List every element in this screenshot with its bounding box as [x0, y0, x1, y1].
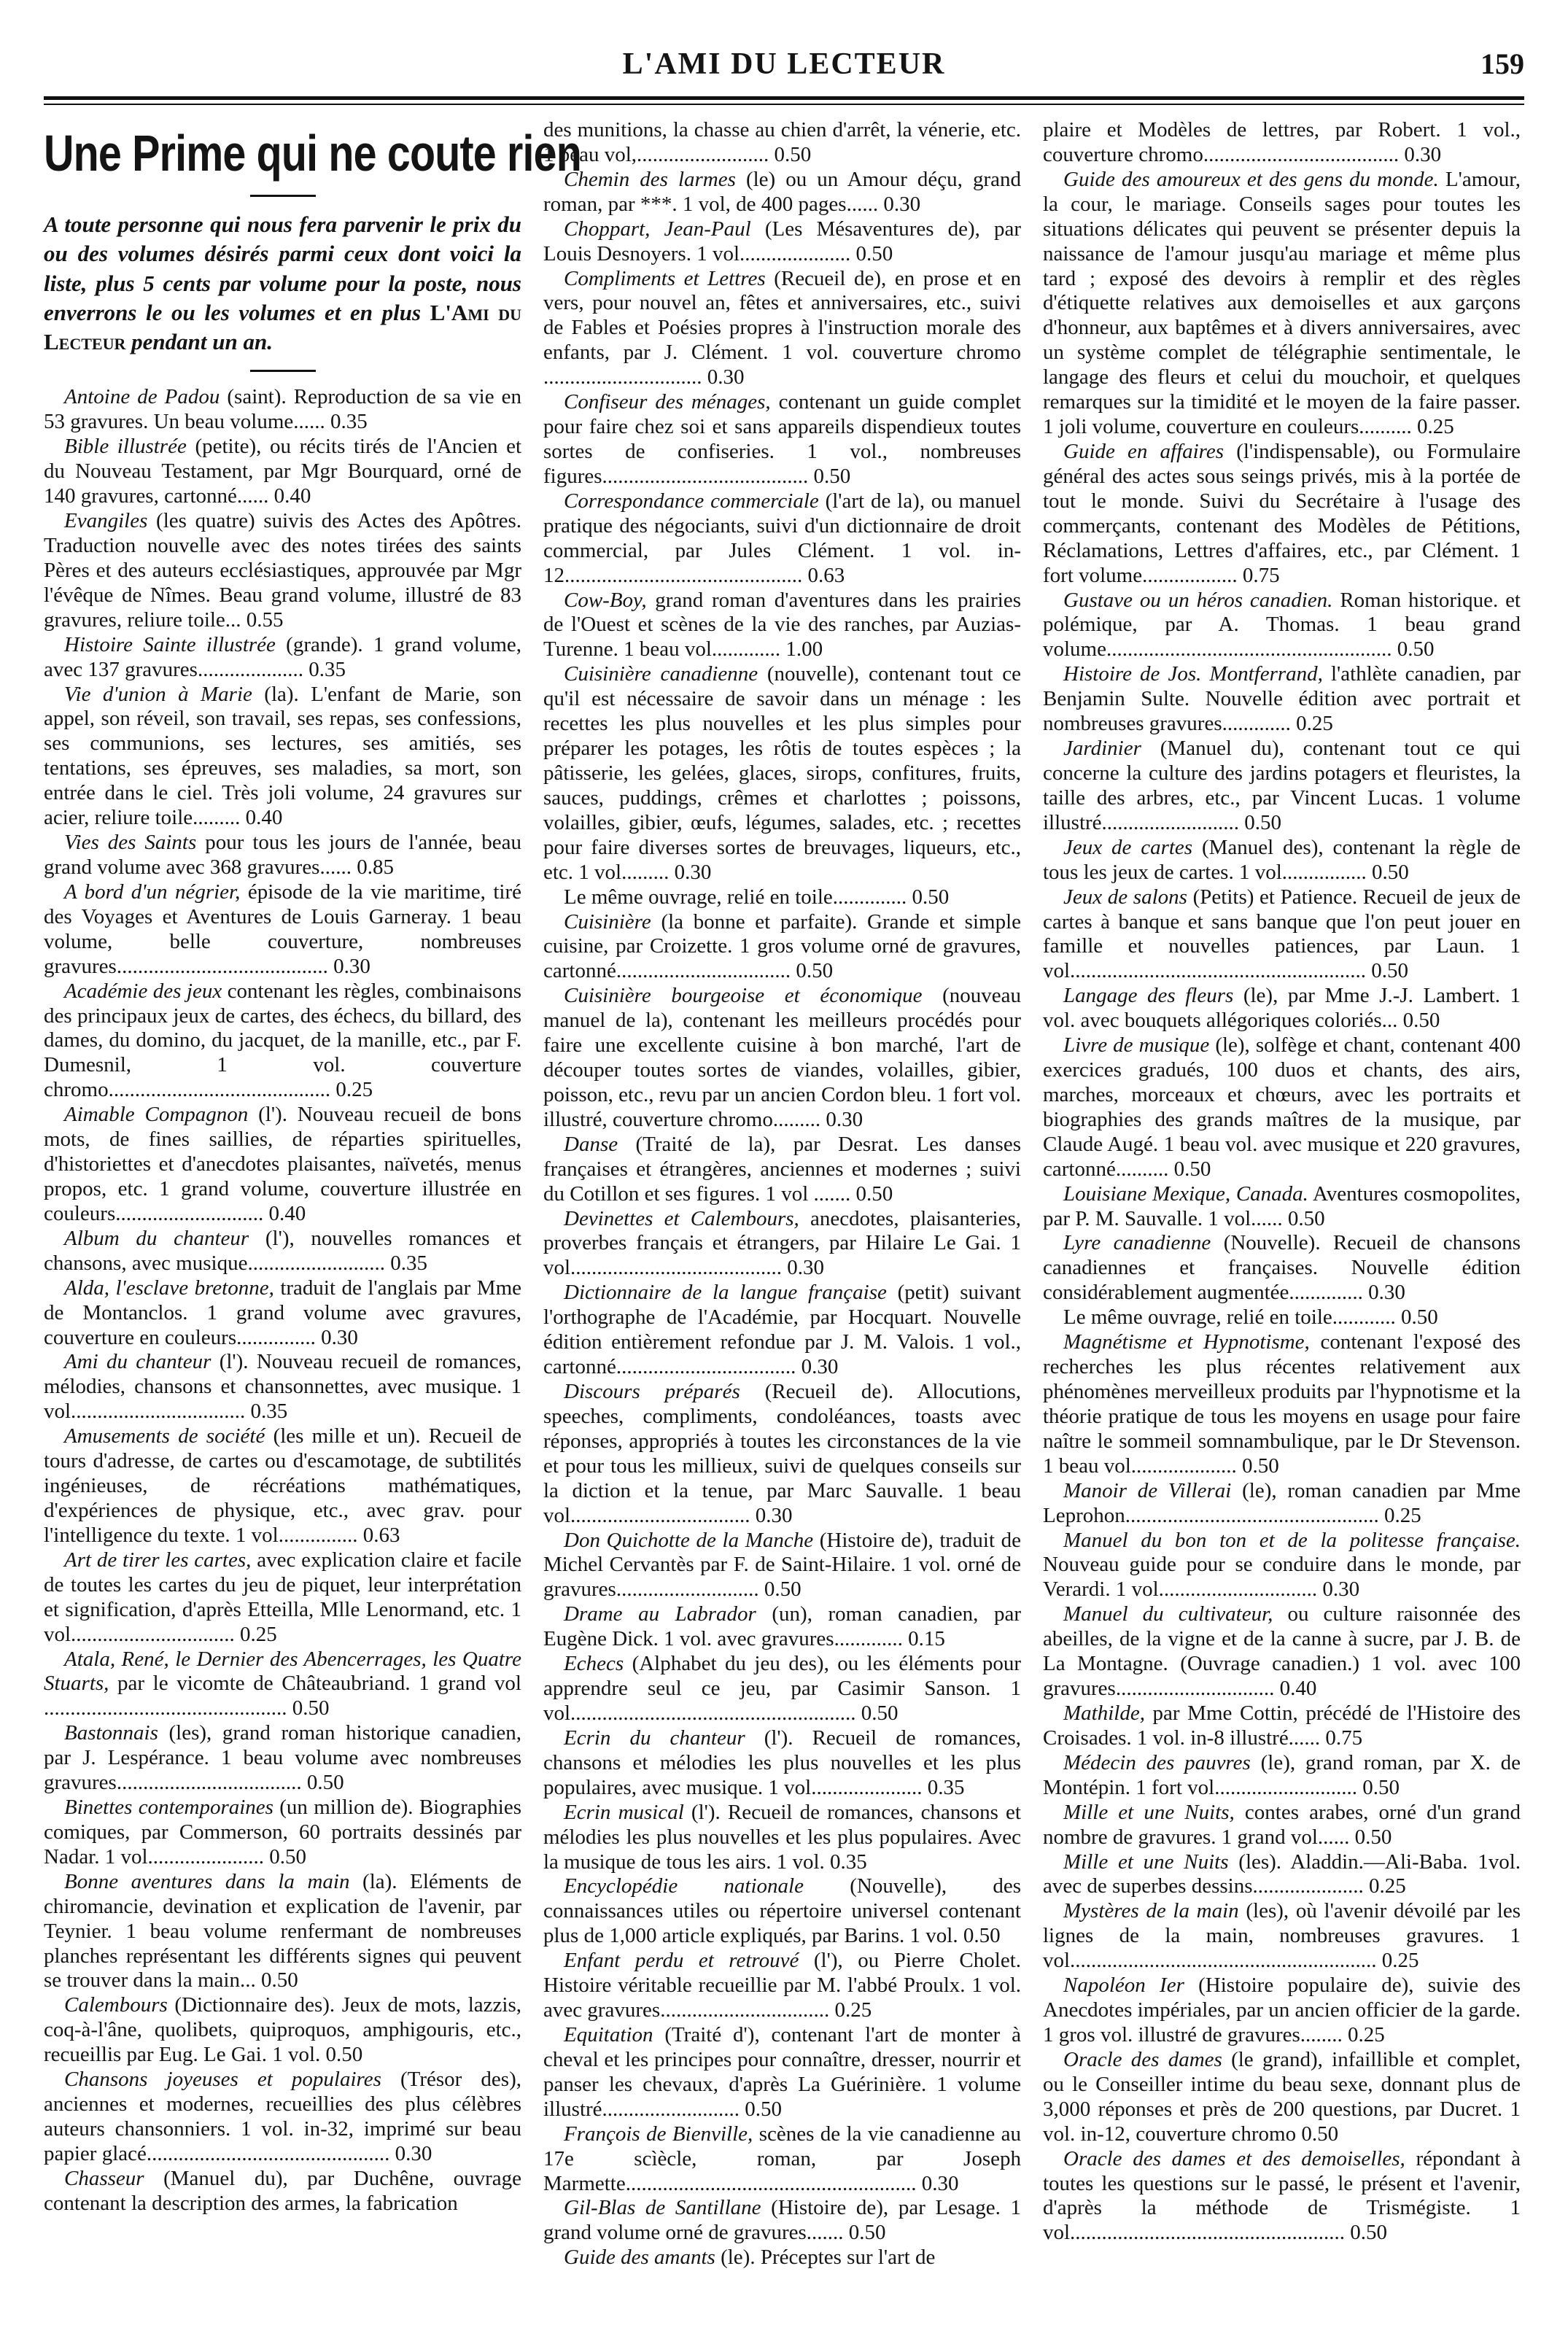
- catalog-entry: [543, 1949, 1021, 2023]
- entry-description: (les), où l'avenir dévoilé par les lignes de la main, nombreuses gravures. 1 vol.......................................................... 0.25: [1043, 1899, 1521, 1973]
- entry-description: (l'). Recueil de romances, chansons et mélodies les plus nouvelles et les plus populaires. Avec la musique de tous les airs. 1 vol. 0.35: [543, 1800, 1021, 1874]
- entry-title: Histoire Sainte illustrée: [64, 632, 276, 656]
- entry-description: (le), roman canadien par Mme Leprohon................................................ 0.25: [1043, 1478, 1521, 1527]
- entry-title: Alda, l'esclave bretonne,: [64, 1276, 274, 1300]
- entry-description: Aventures cosmopolites, par P. M. Sauvalle. 1 vol...... 0.50: [1043, 1181, 1521, 1230]
- entry-description: (le), par Mme J.-J. Lambert. 1 vol. avec bouquets allégoriques coloriés... 0.50: [1043, 984, 1521, 1033]
- catalog-entry: [44, 880, 521, 979]
- entry-description: Le même ouvrage, relié en toile.............. 0.50: [564, 885, 950, 909]
- running-title: L'AMI DU LECTEUR: [622, 47, 946, 81]
- catalog-entry: [1043, 1602, 1521, 1701]
- entry-title: Ecrin du chanteur: [564, 1726, 745, 1750]
- prime-title: Une Prime qui ne coute rien: [44, 125, 581, 182]
- entry-description: (un), roman canadien, par Eugène Dick. 1 vol. avec gravures............. 0.15: [543, 1602, 1021, 1651]
- entry-description: (saint). Reproduction de sa vie en 53 gravures. Un beau volume...... 0.35: [44, 385, 522, 434]
- entry-title: Choppart, Jean-Paul: [564, 217, 751, 241]
- entry-description: (Manuel des), contenant la règle de tous les jeux de cartes. 1 vol................ 0.50: [1043, 835, 1521, 884]
- catalog-entry: [543, 885, 1021, 910]
- entry-description: (le) ou un Amour déçu, grand roman, par ***. 1 vol, de 400 pages...... 0.30: [543, 167, 1021, 216]
- entry-title: Guide en affaires: [1063, 439, 1224, 463]
- entry-description: épisode de la vie maritime, tiré des Voyages et Aventures de Louis Garneray. 1 beau volume, belle couverture, nombreuses gravures........................................ 0.30: [44, 880, 521, 978]
- entry-description: (Petits) et Patience. Recueil de jeux de cartes à banque et sans banque que l'on peut jouer en famille et nouvelles patiences, par Laun. 1 vol........................................................ 0.50: [1043, 885, 1521, 983]
- catalog-entry: [44, 1721, 521, 1796]
- entry-description: contes arabes, orné d'un grand nombre de gravures. 1 grand vol...... 0.50: [1043, 1800, 1521, 1849]
- entry-title: Cow-Boy,: [564, 588, 647, 612]
- entry-title: Evangiles: [64, 509, 148, 533]
- entry-description: (Histoire de), par Lesage. 1 grand volume orné de gravures....... 0.50: [543, 2196, 1021, 2245]
- entry-description: grand roman d'aventures dans les prairies de l'Ouest et scènes de la vie des ranches, par Auzias-Turenne. 1 beau vol............. 1.00: [543, 588, 1021, 661]
- entry-description: (Les Mésaventures de), par Louis Desnoyers. 1 vol..................... 0.50: [543, 217, 1022, 265]
- entry-description: répondant à toutes les questions sur le passé, le présent et l'avenir, d'après la méthode de Trismégiste. 1 vol.................................................... 0.50: [1043, 2146, 1521, 2245]
- catalog-entry: [44, 1227, 521, 1276]
- catalog-entry: [1043, 1850, 1521, 1900]
- catalog-entry: [543, 1281, 1021, 1380]
- entry-title: Médecin des pauvres: [1063, 1750, 1251, 1774]
- header-rule-thin: [44, 104, 1524, 105]
- entry-title: Antoine de Padou: [64, 385, 220, 409]
- short-rule: [250, 195, 316, 197]
- catalog-entry: [543, 168, 1021, 217]
- entry-description: par le vicomte de Châteaubriand. 1 grand vol .............................................. 0.50: [44, 1672, 521, 1720]
- entry-title: Correspondance commerciale: [564, 489, 819, 513]
- catalog-entry: [44, 1103, 521, 1227]
- entry-description: (Traité de la), par Desrat. Les danses françaises et étrangères, anciennes et modernes ; suivi du Cotillon et ses figures. 1 vol ....... 0.50: [543, 1132, 1022, 1206]
- entry-description: Le même ouvrage, relié en toile............ 0.50: [1063, 1305, 1438, 1330]
- entry-description: (l'). Recueil de romances, chansons et mélodies les plus nouvelles et les plus populaires, avec musique. 1 vol..................... 0.35: [543, 1726, 1022, 1799]
- catalog-entry: [44, 1796, 521, 1870]
- entry-title: Cuisinière: [564, 909, 651, 934]
- catalog-entry: [543, 984, 1021, 1133]
- entry-description: (les mille et un). Recueil de tours d'adresse, de cartes ou d'escamotage, de subtilités ingénieuses, de récréations mathématiques, d'expériences de physique, etc., avec grav. pour l'intelligence du texte. 1 vol............... 0.63: [44, 1424, 521, 1547]
- catalog-entry: [1043, 885, 1521, 985]
- catalog-entry: [44, 509, 521, 633]
- entry-title: Gustave ou un héros canadien.: [1063, 588, 1333, 612]
- entry-title: Devinettes et Calembours,: [564, 1206, 799, 1230]
- entry-title: Atala, René, le Dernier des Abencerrages, les Quatre Stuarts,: [44, 1647, 521, 1696]
- page-number: 159: [1480, 47, 1524, 80]
- entry-title: Calembours: [64, 1993, 168, 2017]
- entry-title: Vies des Saints: [64, 831, 197, 855]
- entry-title: Mystères de la main: [1063, 1899, 1239, 1923]
- entry-title: Mathilde,: [1063, 1701, 1145, 1725]
- header-rule: [44, 96, 1524, 100]
- entry-title: Jeux de cartes: [1063, 835, 1193, 859]
- entry-title: Echecs: [564, 1652, 624, 1676]
- catalog-entry: [44, 1870, 521, 1994]
- entry-title: Danse: [564, 1132, 618, 1156]
- catalog-entry: [543, 2023, 1021, 2122]
- catalog-entry: [543, 1207, 1021, 1281]
- entry-title: Bonne aventures dans la main: [64, 1869, 350, 1893]
- entry-description: pour tous les jours de l'année, beau grand volume avec 368 gravures...... 0.85: [44, 831, 521, 879]
- catalog-entry: [44, 683, 521, 831]
- entry-title: Napoléon Ier: [1063, 1974, 1184, 1998]
- entry-title: Aimable Compagnon: [64, 1103, 249, 1127]
- catalog-entry: [1043, 662, 1521, 737]
- catalog-entry: [1043, 168, 1521, 440]
- catalog-entry: [1043, 1033, 1521, 1182]
- catalog-entry: [543, 589, 1021, 663]
- catalog-entry: [1043, 589, 1521, 663]
- entry-description: (l'), ou Pierre Cholet. Histoire véritable recueillie par M. l'abbé Proulx. 1 vol. avec gravures................................ 0.25: [543, 1949, 1021, 2022]
- catalog-entry: [44, 633, 521, 683]
- entry-description: traduit de l'anglais par Mme de Montanclos. 1 grand volume avec gravures, couverture en couleurs............... 0.30: [44, 1276, 521, 1349]
- entry-title: Binettes contemporaines: [64, 1796, 273, 1820]
- catalog-entry: [543, 1529, 1021, 1603]
- entry-title: Guide des amoureux et des gens du monde.: [1063, 167, 1439, 191]
- entry-description: scènes de la vie canadienne au 17e scìècle, roman, par Joseph Marmette....................................................... 0.30: [543, 2122, 1022, 2195]
- catalog-entry: [44, 1276, 521, 1351]
- catalog-entry: [1043, 1479, 1521, 1529]
- catalog-entry: [44, 1424, 521, 1548]
- entry-description: L'amour, la cour, le mariage. Conseils sages pour toutes les situations délicates qui peuvent se présenter depuis la naissance de l'amour jusqu'au mariage et même plus tard ; exposé des devoirs à remplir et des règles d'étiquette relatives aux demoiselles et aux garçons d'honneur, aux baptêmes et à divers anniversaires, avec un système complet de télégraphie sentimentale, le langage des fleurs et celui du mouchoir, et quelques remarques sur la timidité et le moyen de la faire passer. 1 joli volume, couverture en couleurs.......... 0.25: [1043, 167, 1521, 439]
- entry-description: (Histoire de), traduit de Michel Cervantès par F. de Saint-Hilaire. 1 vol. orné de gravures........................... 0.50: [543, 1528, 1022, 1602]
- entry-title: Vie d'union à Marie: [64, 682, 252, 706]
- entry-description: Nouveau guide pour se conduire dans le monde, par Verardi. 1 vol.............................. 0.30: [1043, 1553, 1521, 1602]
- catalog-entry: [1043, 1182, 1521, 1232]
- catalog-entry: [1043, 1751, 1521, 1801]
- entry-title: A bord d'un négrier,: [64, 880, 241, 904]
- entry-title: Amusements de société: [64, 1424, 265, 1448]
- catalog-entry: [1043, 2147, 1521, 2246]
- entry-description: (petite), ou récits tirés de l'Ancien et du Nouveau Testament, par Mgr Bourquard, orné de 140 gravures, cartonné...... 0.40: [44, 435, 521, 508]
- entry-title: François de Bienville,: [564, 2122, 753, 2146]
- entry-title: Don Quichotte de la Manche: [564, 1528, 814, 1552]
- catalog-entry: [543, 267, 1021, 391]
- catalog-entry: [44, 435, 521, 509]
- entry-title: Chansons joyeuses et populaires: [64, 2068, 381, 2092]
- catalog-entry: [1043, 1974, 1521, 2048]
- entry-title: Oracle des dames et des demoiselles,: [1063, 2146, 1405, 2170]
- entry-title: Bastonnais: [64, 1721, 158, 1745]
- catalog-entry: [543, 1874, 1021, 1949]
- catalog-entry: [1043, 836, 1521, 885]
- catalog-entry: [44, 2068, 521, 2167]
- catalog-entry: [543, 1133, 1021, 1207]
- entry-description: (Traité d'), contenant l'art de monter à cheval et les principes pour connaître, dresser, nourrir et panser les chevaux, d'après La Guérinière. 1 volume illustré.......................... 0.50: [543, 2022, 1022, 2121]
- catalog-entry: [1043, 984, 1521, 1033]
- catalog-entry: [1043, 1305, 1521, 1330]
- entry-description: (le grand), infaillible et complet, ou le Conseiller intime du beau sexe, donnant plus de 3,000 réponses et près de 200 questions, par Ducret. 1 vol. in-12, couverture chromo 0.50: [1043, 2047, 1521, 2146]
- entry-title: Dictionnaire de la langue française: [564, 1281, 887, 1305]
- entry-description: Roman historique. et polémique, par A. Thomas. 1 beau grand volume...................................................... 0.50: [1043, 588, 1521, 661]
- entry-title: Magnétisme et Hypnotisme,: [1063, 1330, 1310, 1354]
- catalog-entry: [543, 1652, 1021, 1726]
- column-2: [543, 118, 1021, 2270]
- catalog-entry: [1043, 1701, 1521, 1751]
- entry-description: (le). Préceptes sur l'art de: [721, 2246, 936, 2270]
- entry-title: Guide des amants: [564, 2246, 715, 2270]
- catalog-entry: [543, 489, 1021, 589]
- entry-description: (Recueil de). Allocutions, speeches, compliments, condoléances, toasts avec réponses, appropriés à toutes les circonstances de la vie et pour tous les millieux, suivi de quelques conseils sur la diction et la tenue, par Marc Sauvalle. 1 beau vol.................................. 0.30: [543, 1380, 1021, 1527]
- entry-description: (Manuel du), contenant tout ce qui concerne la culture des jardins potagers et fleuristes, la taille des arbres, etc., par Vincent Lucas. 1 volume illustré.......................... 0.50: [1043, 737, 1521, 834]
- column-1: [44, 118, 581, 2216]
- page-header: [44, 36, 1524, 95]
- entry-title: Enfant perdu et retrouvé: [564, 1949, 799, 1973]
- catalog-entry: [44, 1993, 521, 2068]
- entry-title: Equitation: [564, 2022, 653, 2046]
- entry-title: Discours préparés: [564, 1380, 740, 1404]
- entry-description: contenant les règles, combinaisons des principaux jeux de cartes, des échecs, du billard, des dames, du domino, du jacquet, de la manille, etc., par F. Dumesnil, 1 vol. couverture chromo.......................................... 0.25: [44, 979, 521, 1102]
- catalog-entry: [44, 385, 521, 435]
- prime-intro-text: A toute personne qui nous fera parvenir le prix du ou des volumes désirés parmi ceux dont voici la liste, plus 5 cents par volume pour la poste, nous enverrons le ou les volumes et en plus: [44, 212, 521, 325]
- catalog-entry: [44, 2167, 521, 2216]
- entry-title: Académie des jeux: [64, 979, 222, 1003]
- entry-description: (la). Eléments de chiromancie, devination et explication de l'avenir, par Teynier. 1 beau volume renfermant de nombreuses planches représentant les différents signes qui peuvent se trouver dans la main... 0.50: [44, 1869, 522, 1992]
- entry-title: Gil-Blas de Santillane: [564, 2196, 761, 2220]
- entry-title: Album du chanteur: [64, 1226, 249, 1250]
- entry-continuation: des munitions, la chasse au chien d'arrêt, la vénerie, etc. 1 beau vol,......................... 0.50: [543, 118, 1021, 166]
- entry-description: (la). L'enfant de Marie, son appel, son réveil, son travail, ses repas, ses confessions, ses communions, ses lectures, ses amitiés, ses tentations, ses épreuves, ses maladies, sa mort, son entrée dans le ciel. Très joli volume, 24 gravures sur acier, reliure toile......... 0.40: [44, 682, 522, 830]
- entry-description: par Mme Cottin, précédé de l'Histoire des Croisades. 1 vol. in-8 illustré...... 0.75: [1043, 1701, 1521, 1750]
- catalog-entry: [543, 1602, 1021, 1652]
- catalog-entry: [44, 1350, 521, 1424]
- catalog-entry: [1043, 1529, 1521, 1603]
- catalog-entry: [543, 1726, 1021, 1801]
- catalog-entry: [1043, 440, 1521, 589]
- catalog-entry: [543, 2196, 1021, 2246]
- entry-title: Jardinier: [1063, 737, 1141, 761]
- catalog-entry: [543, 1801, 1021, 1875]
- entry-description: (nouveau manuel de la), contenant les meilleurs procédés pour faire une excellente cuisine à bon marché, l'art de découper toutes sortes de viandes, volailles, gibier, poisson, etc., revu par un ancien Cordon bleu. 1 fort vol. illustré, couverture chromo......... 0.30: [543, 984, 1021, 1131]
- entry-title: Louisiane Mexique, Canada.: [1063, 1181, 1308, 1206]
- entry-description: (l'). Nouveau recueil de bons mots, de fines saillies, de réparties spirituelles, d'historiettes et d'anecdotes plaisantes, naïvetés, menus propos, etc. 1 grand volume, couverture illustrée en couleurs............................ 0.40: [44, 1103, 522, 1225]
- entry-description: (grande). 1 grand volume, avec 137 gravures.................... 0.35: [44, 632, 522, 681]
- catalog-entry: [543, 390, 1021, 489]
- entry-description: ou culture raisonnée des abeilles, de la vigne et de la canne à sucre, par J. B. de La Montagne. (Ouvrage canadien.) 1 vol. avec 100 gravures.............................. 0.40: [1043, 1602, 1521, 1701]
- entry-title: Livre de musique: [1063, 1033, 1210, 1058]
- catalog-entry: [1043, 1801, 1521, 1850]
- prime-intro-journal: L'Ami du Lecteur: [44, 299, 522, 355]
- short-rule: [250, 370, 316, 372]
- entry-description: (l'indispensable), ou Formulaire général des actes sous seings privés, mis à la portée de tout le monde. Suivi du Secrétaire à l'usage des commerçants, contenant des Modèles de Pétitions, Réclamations, Lettres d'affaires, etc., par Clément. 1 fort volume.................. 0.75: [1043, 439, 1521, 587]
- catalog-entry: [1043, 1330, 1521, 1479]
- catalog-entry: [44, 1548, 521, 1648]
- entry-description: (Nouvelle), des connaissances utiles ou répertoire universel contenant plus de 1,000 article expliqués, par Barins. 1 vol. 0.50: [543, 1874, 1022, 1948]
- catalog-entry: [44, 1648, 521, 1722]
- catalog-entry: [543, 1380, 1021, 1529]
- entry-description: (Recueil de), en prose et en vers, pour nouvel an, fêtes et anniversaires, etc., suivi de Fables et Poésies propres à l'instruction morale des enfants, par J. Clément. 1 vol. couverture chromo .............................. 0.30: [543, 266, 1022, 389]
- catalog-entry: [1043, 737, 1521, 836]
- prime-intro: [44, 210, 521, 357]
- entry-title: Langage des fleurs: [1063, 984, 1234, 1008]
- catalog-entry: [543, 910, 1021, 985]
- entry-description: avec explication claire et facile de toutes les cartes du jeu de piquet, leur interprétation et signification, d'après Etteilla, Mlle Lenormand, etc. 1 vol............................... 0.25: [44, 1548, 522, 1646]
- entry-title: Manuel du bon ton et de la politesse française.: [1063, 1528, 1521, 1552]
- entry-description: (l'). Nouveau recueil de romances, mélodies, chansons et chansonnettes, avec musique. 1 vol................................. 0.35: [44, 1350, 522, 1424]
- catalog-entry: [543, 2122, 1021, 2197]
- catalog-entry: [44, 979, 521, 1103]
- catalog-entry: [1043, 1231, 1521, 1305]
- entry-description: (les). Aladdin.—Ali-Baba. 1vol. avec de superbes dessins..................... 0.25: [1043, 1850, 1521, 1898]
- entry-title: Manoir de Villerai: [1063, 1478, 1232, 1502]
- entry-title: Ecrin musical: [564, 1800, 684, 1824]
- entry-description: (Manuel du), par Duchêne, ouvrage contenant la description des armes, la fabrication: [44, 2166, 522, 2215]
- entry-title: Mille et une Nuits,: [1063, 1800, 1235, 1824]
- entry-title: Chasseur: [64, 2166, 144, 2190]
- entry-description: (Histoire populaire de), suivie des Anecdotes impériales, par un ancien officier de la garde. 1 gros vol. illustré de gravures........ 0.25: [1043, 1974, 1521, 2046]
- entry-description: (Nouvelle). Recueil de chansons canadiennes et françaises. Nouvelle édition considérablement augmentée.............. 0.30: [1043, 1231, 1521, 1305]
- catalog-entry: [543, 2246, 1021, 2270]
- column-3: [1043, 118, 1521, 2246]
- entry-description: contenant l'exposé des recherches les plus récentes relativement aux phénomènes merveilleux produits par l'hypnotisme et la théorie pratique de tous les moyens en usage pour faire naître le sommeil somnambulique, par le Dr Stevenson. 1 beau vol.................... 0.50: [1043, 1330, 1521, 1478]
- entry-title: Lyre canadienne: [1063, 1231, 1211, 1255]
- entry-title: Jeux de salons: [1063, 885, 1187, 909]
- entry-description: (le), solfège et chant, contenant 400 exercices gradués, 100 duos et chants, des airs, marches, morceaux et chœurs, avec les portraits et biographies des grands maîtres de la musique, par Claude Augé. 1 beau vol. avec musique et 220 gravures, cartonné.......... 0.50: [1043, 1033, 1521, 1181]
- entry-title: Compliments et Lettres: [564, 266, 766, 290]
- entry-title: Drame au Labrador: [564, 1602, 756, 1626]
- entry-description: contenant un guide complet pour faire chez soi et sans appareils dispendieux toutes sortes de confiseries. 1 vol., nombreuses figures....................................... 0.50: [543, 390, 1022, 488]
- entry-title: Confiseur des ménages,: [564, 390, 771, 414]
- entry-continuation: plaire et Modèles de lettres, par Robert. 1 vol., couverture chromo..................................... 0.30: [1043, 118, 1521, 166]
- entry-description: (nouvelle), contenant tout ce qu'il est nécessaire de savoir dans un ménage : les recettes les plus nouvelles et les plus simples pour préparer les potages, les rôtis de toutes espèces ; la pâtisserie, les gelées, glaces, sirops, confitures, fruits, sauces, puddings, crêmes et charlottes ; poissons, volailles, gibier, œufs, légumes, salades, etc. ; recettes pour faire diverses sortes de breuvages, liqueurs, etc., etc. 1 vol......... 0.30: [543, 662, 1021, 884]
- entry-description: (Dictionnaire des). Jeux de mots, lazzis, coq-à-l'âne, quolibets, quiproquos, amphigouris, etc., recueillis par Eug. Le Gai. 1 vol. 0.50: [44, 1993, 522, 2067]
- entry-title: Manuel du cultivateur,: [1063, 1602, 1273, 1626]
- entry-description: (petit) suivant l'orthographe de l'Académie, par Hocquart. Nouvelle édition entièrement refondue par J. M. Valois. 1 vol., cartonné.................................. 0.30: [543, 1281, 1021, 1379]
- catalog-entry: [543, 662, 1021, 885]
- entry-description: (les quatre) suivis des Actes des Apôtres. Traduction nouvelle avec des notes tirées des saints Pères et des auteurs ecclésiastiques, approuvée par Mgr l'évêque de Nîmes. Beau grand volume, illustré de 83 gravures, reliure toile... 0.55: [44, 509, 521, 632]
- entry-title: Ami du chanteur: [64, 1350, 211, 1374]
- entry-description: (la bonne et parfaite). Grande et simple cuisine, par Croizette. 1 gros volume orné de gravures, cartonné................................. 0.50: [543, 909, 1022, 983]
- entry-title: Mille et une Nuits: [1063, 1850, 1229, 1874]
- entry-description: (le), grand roman, par X. de Montépin. 1 fort vol........................... 0.50: [1043, 1750, 1521, 1799]
- entry-title: Bible illustrée: [64, 435, 187, 459]
- entry-description: (l'art de la), ou manuel pratique des négociants, suivi d'un dictionnaire de droit commercial, par Jules Clément. 1 vol. in-12............................................. 0.63: [543, 489, 1021, 587]
- entry-title: Encyclopédie nationale: [564, 1874, 804, 1898]
- prime-intro-tail: pendant un an.: [131, 329, 273, 355]
- entry-description: (l'), nouvelles romances et chansons, avec musique.......................... 0.35: [44, 1226, 521, 1275]
- entry-title: Chemin des larmes: [564, 167, 736, 191]
- entry-description: (Alphabet du jeu des), ou les éléments pour apprendre seul ce jeu, par Casimir Sanson. 1 vol...................................................... 0.50: [543, 1652, 1021, 1725]
- entry-title: Cuisinière canadienne: [564, 662, 758, 686]
- entry-description: (Trésor des), anciennes et modernes, recueillies des plus célèbres auteurs chansonniers. 1 vol. in-32, imprimé sur beau papier glacé.............................................. 0.30: [44, 2068, 521, 2165]
- entry-description: anecdotes, plaisanteries, proverbes français et étrangers, par Hilaire Le Gai. 1 vol........................................ 0.30: [543, 1206, 1021, 1280]
- catalog-entry: [543, 217, 1021, 267]
- entry-title: Cuisinière bourgeoise et économique: [564, 984, 923, 1008]
- entry-description: (un million de). Biographies comiques, par Commerson, 60 portraits dessinés par Nadar. 1 vol...................... 0.50: [44, 1796, 521, 1869]
- entry-title: Oracle des dames: [1063, 2047, 1222, 2071]
- catalog-entry: [44, 831, 521, 880]
- catalog-entry: [1043, 2048, 1521, 2147]
- entry-title: Histoire de Jos. Montferrand,: [1063, 662, 1323, 686]
- entry-title: Art de tirer les cartes,: [64, 1548, 252, 1572]
- entry-description: (les), grand roman historique canadien, par J. Lespérance. 1 beau volume avec nombreuses gravures................................... 0.50: [44, 1721, 521, 1795]
- catalog-entry: [1043, 1899, 1521, 1974]
- entry-description: l'athlète canadien, par Benjamin Sulte. Nouvelle édition avec portrait et nombreuses gravures............. 0.25: [1043, 662, 1521, 736]
